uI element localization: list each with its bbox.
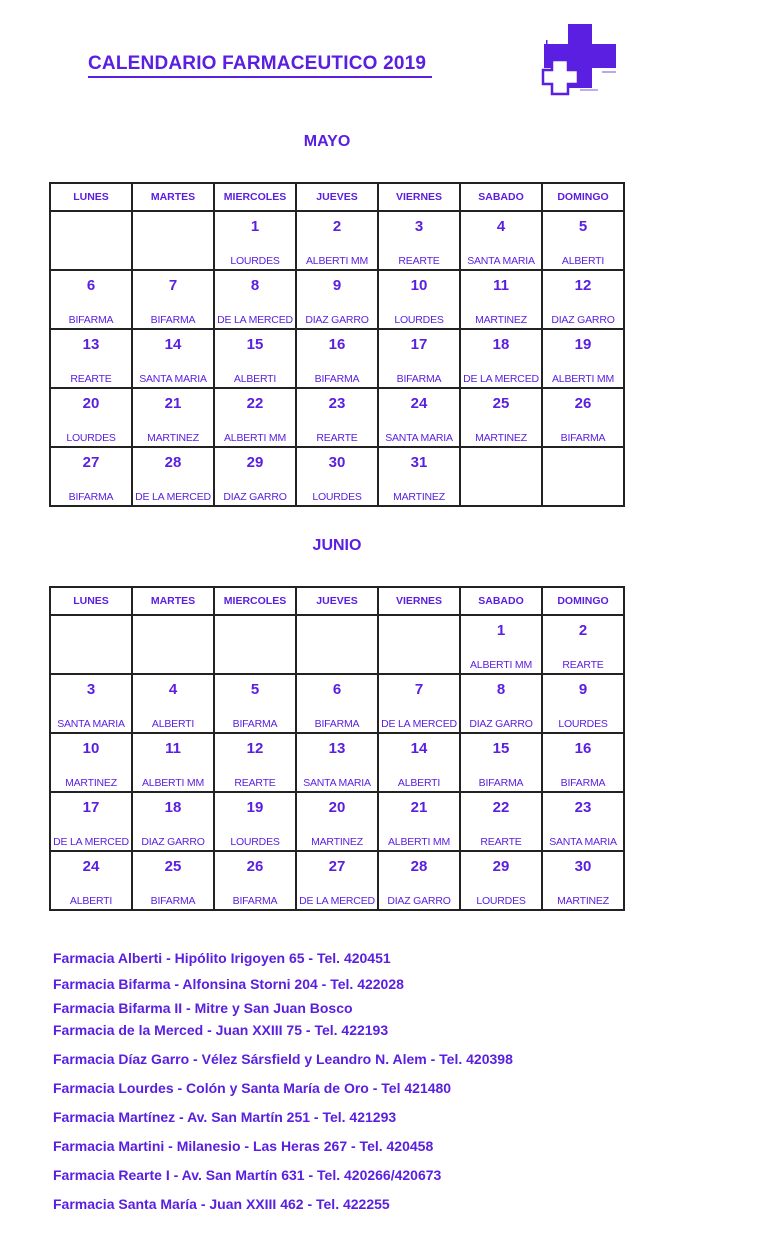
day-number: 1	[250, 218, 260, 235]
calendar-day-cell	[132, 733, 214, 792]
page-title: CALENDARIO FARMACEUTICO 2019	[88, 52, 432, 78]
day-number: 22	[246, 395, 264, 412]
day-number: 2	[332, 218, 342, 235]
day-number: 26	[246, 858, 264, 875]
on-duty-pharmacy: REARTE	[70, 373, 112, 385]
day-number: 4	[496, 218, 506, 235]
pharmacy-contact: Farmacia Bifarma II - Mitre y San Juan Bosco	[53, 1000, 353, 1016]
day-number: 9	[578, 681, 588, 698]
calendar-junio	[49, 586, 625, 911]
on-duty-pharmacy: ALBERTI	[233, 373, 277, 385]
day-number: 19	[246, 799, 264, 816]
pharmacy-contact: Farmacia Lourdes - Colón y Santa María de Oro - Tel 421480	[53, 1080, 452, 1096]
day-number: 8	[250, 277, 260, 294]
day-number: 13	[82, 336, 100, 353]
calendar-day-cell	[460, 270, 542, 329]
day-number: 6	[86, 277, 96, 294]
on-duty-pharmacy: MARTINEZ	[147, 432, 199, 444]
on-duty-pharmacy: SANTA MARIA	[57, 718, 125, 730]
day-number: 18	[492, 336, 510, 353]
calendar-day-cell	[378, 270, 460, 329]
weekday-header: MARTES	[132, 183, 214, 211]
day-number: 19	[574, 336, 592, 353]
day-number: 28	[164, 454, 182, 471]
on-duty-pharmacy: LOURDES	[66, 432, 116, 444]
day-number: 30	[328, 454, 346, 471]
day-number: 18	[164, 799, 182, 816]
calendar-week-row	[50, 447, 624, 506]
calendar-day-cell	[460, 851, 542, 910]
on-duty-pharmacy: BIFARMA	[396, 373, 442, 385]
calendar-day-cell	[460, 792, 542, 851]
day-number: 3	[86, 681, 96, 698]
day-number: 21	[410, 799, 428, 816]
calendar-week-row	[50, 329, 624, 388]
calendar-day-cell	[296, 792, 378, 851]
calendar-day-cell	[50, 388, 132, 447]
calendar-week-row	[50, 270, 624, 329]
calendar-day-cell	[132, 792, 214, 851]
weekday-header: SABADO	[460, 183, 542, 211]
weekday-header: SABADO	[460, 587, 542, 615]
calendar-day-cell	[50, 615, 132, 674]
on-duty-pharmacy: DIAZ GARRO	[305, 314, 369, 326]
calendar-day-cell	[296, 329, 378, 388]
calendar-day-cell	[378, 792, 460, 851]
day-number: 23	[328, 395, 346, 412]
calendar-day-cell	[132, 329, 214, 388]
day-number: 11	[165, 740, 181, 757]
calendar-day-cell	[378, 388, 460, 447]
calendar-day-cell	[50, 447, 132, 506]
calendar-day-cell	[296, 733, 378, 792]
calendar-week-row	[50, 615, 624, 674]
weekday-header: VIERNES	[378, 183, 460, 211]
calendar-day-cell	[542, 270, 624, 329]
day-number: 20	[82, 395, 100, 412]
on-duty-pharmacy: LOURDES	[230, 255, 280, 267]
calendar-day-cell	[214, 674, 296, 733]
day-number: 7	[168, 277, 178, 294]
calendar-week-row	[50, 388, 624, 447]
weekday-header: MIERCOLES	[214, 183, 296, 211]
calendar-day-cell	[542, 851, 624, 910]
on-duty-pharmacy: SANTA MARIA	[467, 255, 535, 267]
calendar-day-cell	[460, 733, 542, 792]
day-number: 22	[492, 799, 510, 816]
day-number: 16	[574, 740, 592, 757]
calendar-day-cell	[542, 447, 624, 506]
on-duty-pharmacy: BIFARMA	[314, 373, 360, 385]
calendar-day-cell	[542, 733, 624, 792]
on-duty-pharmacy: BIFARMA	[560, 777, 606, 789]
calendar-day-cell	[50, 851, 132, 910]
weekday-header: MARTES	[132, 587, 214, 615]
calendar-week-row	[50, 851, 624, 910]
calendar-day-cell	[460, 615, 542, 674]
on-duty-pharmacy: LOURDES	[312, 491, 362, 503]
on-duty-pharmacy: MARTINEZ	[393, 491, 445, 503]
calendar-day-cell	[132, 211, 214, 270]
calendar-day-cell	[132, 447, 214, 506]
month-title-mayo: MAYO	[303, 133, 351, 150]
calendar-day-cell	[378, 329, 460, 388]
pharmacy-contact: Farmacia Bifarma - Alfonsina Storni 204 - Tel. 422028	[53, 976, 404, 992]
day-number: 12	[574, 277, 592, 294]
day-number: 9	[332, 277, 342, 294]
on-duty-pharmacy: SANTA MARIA	[385, 432, 453, 444]
calendar-day-cell	[132, 674, 214, 733]
on-duty-pharmacy: BIFARMA	[232, 718, 278, 730]
calendar-day-cell	[296, 674, 378, 733]
calendar-week-row	[50, 733, 624, 792]
weekday-header: LUNES	[50, 587, 132, 615]
on-duty-pharmacy: ALBERTI	[69, 895, 113, 907]
day-number: 29	[492, 858, 510, 875]
on-duty-pharmacy: DE LA MERCED	[53, 836, 129, 848]
calendar-week-row	[50, 674, 624, 733]
day-number: 3	[414, 218, 424, 235]
on-duty-pharmacy: SANTA MARIA	[549, 836, 617, 848]
calendar-day-cell	[132, 615, 214, 674]
on-duty-pharmacy: DE LA MERCED	[381, 718, 457, 730]
on-duty-pharmacy: DE LA MERCED	[217, 314, 293, 326]
on-duty-pharmacy: SANTA MARIA	[303, 777, 371, 789]
weekday-header: MIERCOLES	[214, 587, 296, 615]
on-duty-pharmacy: BIFARMA	[478, 777, 524, 789]
on-duty-pharmacy: BIFARMA	[232, 895, 278, 907]
day-number: 25	[492, 395, 510, 412]
calendar-mayo	[49, 182, 625, 507]
day-number: 12	[246, 740, 264, 757]
pharmacy-contact: Farmacia Alberti - Hipólito Irigoyen 65 - Tel. 420451	[53, 950, 391, 966]
calendar-day-cell	[214, 615, 296, 674]
day-number: 21	[164, 395, 182, 412]
day-number: 14	[164, 336, 182, 353]
day-number: 5	[578, 218, 588, 235]
calendar-day-cell	[378, 733, 460, 792]
day-number: 17	[82, 799, 100, 816]
day-number: 29	[246, 454, 264, 471]
calendar-day-cell	[460, 329, 542, 388]
day-number: 7	[414, 681, 424, 698]
calendar-day-cell	[460, 447, 542, 506]
weekday-header: VIERNES	[378, 587, 460, 615]
calendar-day-cell	[214, 733, 296, 792]
calendar-day-cell	[214, 388, 296, 447]
day-number: 5	[250, 681, 260, 698]
on-duty-pharmacy: ALBERTI	[561, 255, 605, 267]
calendar-day-cell	[50, 792, 132, 851]
day-number: 17	[410, 336, 428, 353]
weekday-header: JUEVES	[296, 587, 378, 615]
day-number: 13	[328, 740, 346, 757]
calendar-day-cell	[50, 270, 132, 329]
on-duty-pharmacy: DE LA MERCED	[135, 491, 211, 503]
day-number: 31	[410, 454, 428, 471]
day-number: 6	[332, 681, 342, 698]
calendar-day-cell	[214, 851, 296, 910]
day-number: 26	[574, 395, 592, 412]
on-duty-pharmacy: REARTE	[480, 836, 522, 848]
pharmacy-contact: Farmacia Santa María - Juan XXIII 462 - Tel. 422255	[53, 1196, 390, 1212]
pharmacy-contact: Farmacia Rearte I - Av. San Martín 631 - Tel. 420266/420673	[53, 1167, 442, 1183]
on-duty-pharmacy: MARTINEZ	[65, 777, 117, 789]
day-number: 24	[82, 858, 100, 875]
on-duty-pharmacy: BIFARMA	[150, 895, 196, 907]
calendar-day-cell	[460, 674, 542, 733]
on-duty-pharmacy: MARTINEZ	[475, 314, 527, 326]
day-number: 4	[168, 681, 178, 698]
weekday-header: LUNES	[50, 183, 132, 211]
calendar-day-cell	[542, 388, 624, 447]
calendar-week-row	[50, 792, 624, 851]
on-duty-pharmacy: MARTINEZ	[557, 895, 609, 907]
calendar-day-cell	[296, 211, 378, 270]
calendar-day-cell	[460, 388, 542, 447]
weekday-header: JUEVES	[296, 183, 378, 211]
on-duty-pharmacy: LOURDES	[394, 314, 444, 326]
on-duty-pharmacy: SANTA MARIA	[139, 373, 207, 385]
calendar-day-cell	[296, 615, 378, 674]
on-duty-pharmacy: BIFARMA	[150, 314, 196, 326]
on-duty-pharmacy: BIFARMA	[68, 314, 114, 326]
on-duty-pharmacy: DIAZ GARRO	[223, 491, 287, 503]
on-duty-pharmacy: ALBERTI	[397, 777, 441, 789]
calendar-day-cell	[50, 733, 132, 792]
on-duty-pharmacy: MARTINEZ	[475, 432, 527, 444]
calendar-day-cell	[132, 388, 214, 447]
pharmacy-contact: Farmacia Martini - Milanesio - Las Heras 267 - Tel. 420458	[53, 1138, 434, 1154]
on-duty-pharmacy: DIAZ GARRO	[469, 718, 533, 730]
calendar-day-cell	[50, 329, 132, 388]
day-number: 23	[574, 799, 592, 816]
on-duty-pharmacy: ALBERTI MM	[224, 432, 286, 444]
calendar-day-cell	[542, 329, 624, 388]
on-duty-pharmacy: ALBERTI MM	[142, 777, 204, 789]
on-duty-pharmacy: LOURDES	[476, 895, 526, 907]
calendar-day-cell	[214, 447, 296, 506]
day-number: 10	[82, 740, 100, 757]
on-duty-pharmacy: DIAZ GARRO	[141, 836, 205, 848]
calendar-day-cell	[542, 615, 624, 674]
pharmacy-cross-logo	[540, 22, 620, 98]
calendar-day-cell	[378, 615, 460, 674]
day-number: 24	[410, 395, 428, 412]
day-number: 27	[328, 858, 346, 875]
weekday-header-row	[50, 587, 624, 615]
day-number: 28	[410, 858, 428, 875]
day-number: 2	[578, 622, 588, 639]
on-duty-pharmacy: BIFARMA	[560, 432, 606, 444]
calendar-week-row	[50, 211, 624, 270]
calendar-day-cell	[296, 447, 378, 506]
day-number: 15	[246, 336, 264, 353]
calendar-day-cell	[296, 388, 378, 447]
day-number: 10	[410, 277, 428, 294]
day-number: 14	[410, 740, 428, 757]
calendar-day-cell	[296, 851, 378, 910]
on-duty-pharmacy: ALBERTI MM	[306, 255, 368, 267]
on-duty-pharmacy: DIAZ GARRO	[551, 314, 615, 326]
on-duty-pharmacy: BIFARMA	[314, 718, 360, 730]
on-duty-pharmacy: MARTINEZ	[311, 836, 363, 848]
on-duty-pharmacy: ALBERTI MM	[388, 836, 450, 848]
day-number: 30	[574, 858, 592, 875]
calendar-day-cell	[378, 674, 460, 733]
day-number: 16	[328, 336, 346, 353]
calendar-day-cell	[214, 329, 296, 388]
day-number: 25	[164, 858, 182, 875]
on-duty-pharmacy: ALBERTI MM	[470, 659, 532, 671]
calendar-day-cell	[214, 211, 296, 270]
calendar-day-cell	[378, 211, 460, 270]
on-duty-pharmacy: LOURDES	[558, 718, 608, 730]
on-duty-pharmacy: DE LA MERCED	[463, 373, 539, 385]
on-duty-pharmacy: REARTE	[234, 777, 276, 789]
day-number: 11	[493, 277, 509, 294]
calendar-day-cell	[214, 270, 296, 329]
on-duty-pharmacy: DE LA MERCED	[299, 895, 375, 907]
day-number: 20	[328, 799, 346, 816]
calendar-day-cell	[378, 851, 460, 910]
weekday-header: DOMINGO	[542, 183, 624, 211]
calendar-day-cell	[460, 211, 542, 270]
calendar-day-cell	[542, 792, 624, 851]
on-duty-pharmacy: REARTE	[398, 255, 440, 267]
on-duty-pharmacy: BIFARMA	[68, 491, 114, 503]
on-duty-pharmacy: REARTE	[562, 659, 604, 671]
calendar-day-cell	[50, 211, 132, 270]
pharmacy-contact: Farmacia Díaz Garro - Vélez Sársfield y Leandro N. Alem - Tel. 420398	[53, 1051, 513, 1067]
calendar-day-cell	[214, 792, 296, 851]
calendar-day-cell	[296, 270, 378, 329]
weekday-header: DOMINGO	[542, 587, 624, 615]
on-duty-pharmacy: DIAZ GARRO	[387, 895, 451, 907]
calendar-day-cell	[378, 447, 460, 506]
on-duty-pharmacy: REARTE	[316, 432, 358, 444]
calendar-day-cell	[50, 674, 132, 733]
on-duty-pharmacy: ALBERTI MM	[552, 373, 614, 385]
month-title-junio: JUNIO	[312, 537, 362, 554]
on-duty-pharmacy: LOURDES	[230, 836, 280, 848]
pharmacy-contact: Farmacia de la Merced - Juan XXIII 75 - Tel. 422193	[53, 1022, 389, 1038]
day-number: 8	[496, 681, 506, 698]
day-number: 27	[82, 454, 100, 471]
calendar-day-cell	[132, 851, 214, 910]
pharmacy-contact: Farmacia Martínez - Av. San Martín 251 - Tel. 421293	[53, 1109, 397, 1125]
calendar-day-cell	[542, 211, 624, 270]
weekday-header-row	[50, 183, 624, 211]
day-number: 15	[492, 740, 510, 757]
calendar-day-cell	[542, 674, 624, 733]
day-number: 1	[496, 622, 506, 639]
calendar-day-cell	[132, 270, 214, 329]
on-duty-pharmacy: ALBERTI	[151, 718, 195, 730]
